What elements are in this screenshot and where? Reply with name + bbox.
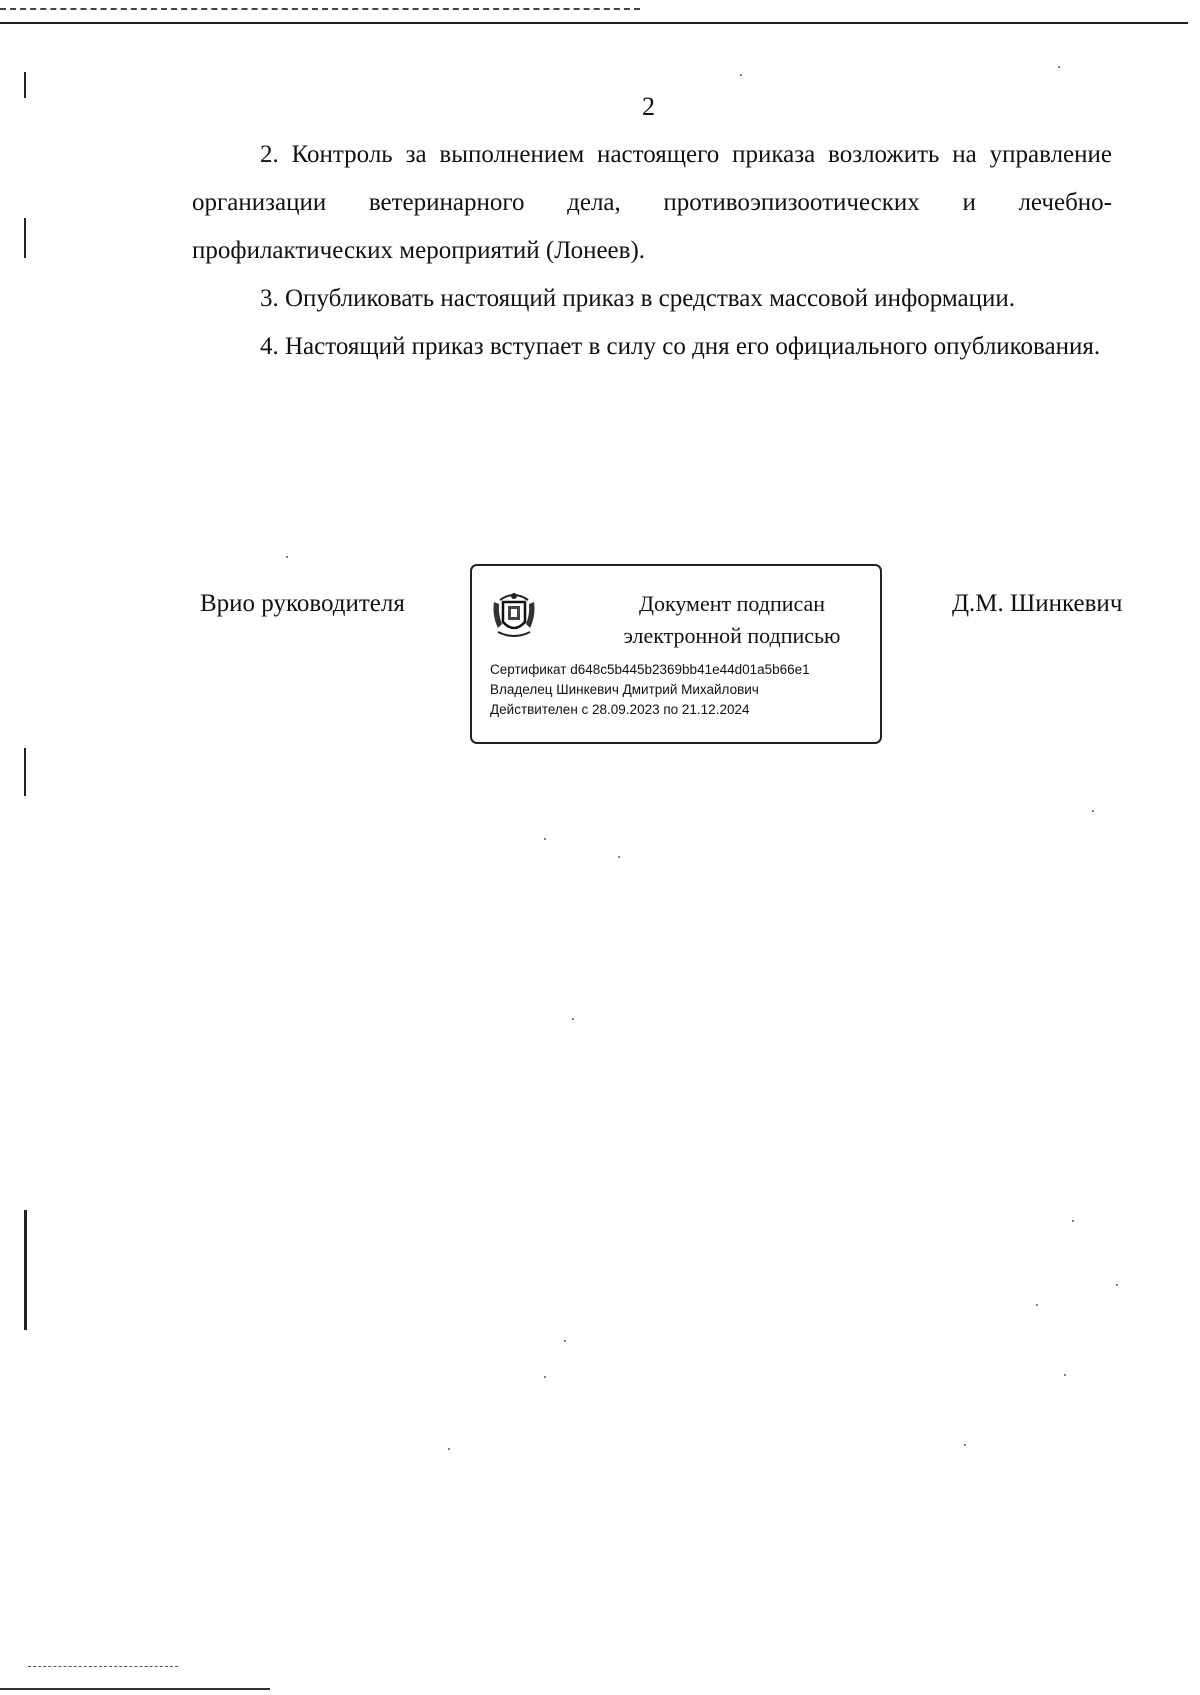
stamp-certificate: Сертификат d648c5b445b2369bb41e44d01a5b66e1 [490,662,810,677]
paragraph-effective-date: 4. Настоящий приказ вступает в силу со дня его официального опубликования. [260,333,1101,360]
signer-position: Врио руководителя [200,590,405,617]
scan-speck [572,1018,574,1020]
paragraph-control: 2. Контроль за выполнением настоящего приказа возложить на управление организации ветеринарного дела, противоэпизоотических и лечебно-профилактических мероприятий (Лонеев). [192,141,1112,264]
page-number: 2 [642,92,655,121]
stamp-owner: Владелец Шинкевич Дмитрий Михайлович [490,682,759,697]
paragraph-publish: 3. Опубликовать настоящий приказ в средствах массовой информации. [260,285,1016,312]
scan-speck [1058,66,1060,68]
scan-speck [564,1340,566,1342]
scan-edge-line-top [0,22,1188,24]
signer-name: Д.М. Шинкевич [952,590,1123,617]
scan-edge-dashes-bottom [28,1666,178,1667]
electronic-signature-stamp [470,564,882,744]
scan-speck [740,74,742,76]
scan-margin-mark [24,748,26,796]
coat-of-arms-icon [490,588,538,640]
scan-speck [286,556,288,558]
stamp-subtitle: электронной подписью [623,623,841,648]
scan-speck [1036,1304,1038,1306]
scan-speck [618,856,620,858]
stamp-title: Документ подписан [638,591,826,616]
scan-speck [1116,1284,1118,1286]
scan-speck [964,1444,966,1446]
scan-speck [1072,1220,1074,1222]
scan-speck [544,838,546,840]
scan-margin-mark [24,1210,27,1330]
scan-speck [1092,810,1094,812]
scan-edge-line-bottom [0,1688,270,1690]
scan-speck [448,1448,450,1450]
scan-margin-mark [24,218,26,258]
scan-speck [1064,1374,1066,1376]
stamp-validity: Действителен с 28.09.2023 по 21.12.2024 [490,702,750,717]
scan-speck [544,1376,546,1378]
scan-margin-mark [24,72,26,98]
scan-edge-dashes-top [0,8,640,10]
